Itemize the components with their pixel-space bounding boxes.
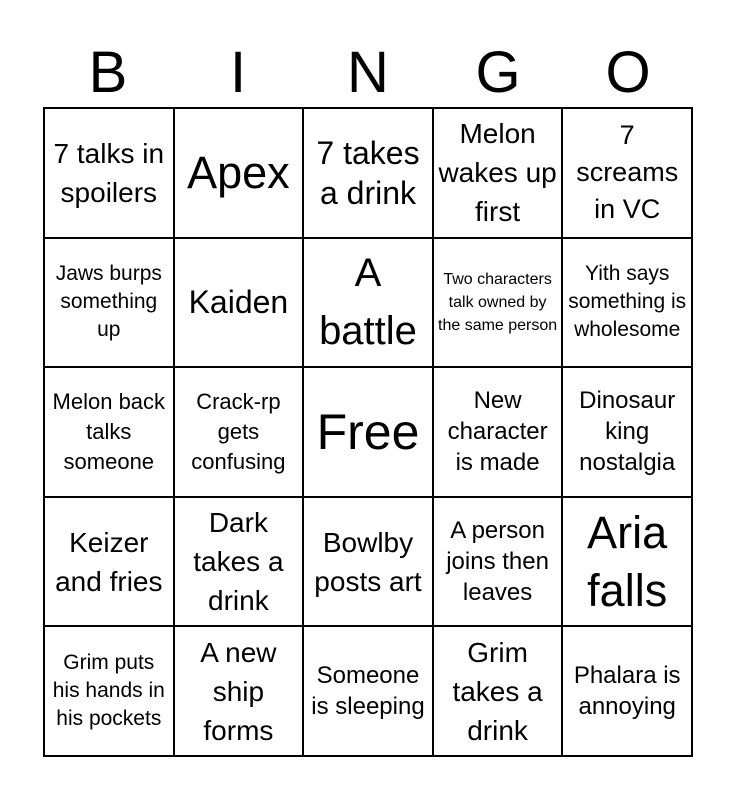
bingo-cell[interactable]: Grim puts his hands in his pockets — [44, 626, 174, 756]
bingo-cell[interactable]: Apex — [174, 108, 304, 238]
bingo-cell[interactable]: Someone is sleeping — [303, 626, 433, 756]
bingo-cell[interactable]: Jaws burps something up — [44, 238, 174, 368]
bingo-cell[interactable]: Keizer and fries — [44, 497, 174, 627]
bingo-cell[interactable]: A new ship forms — [174, 626, 304, 756]
header-letter-g: G — [475, 40, 521, 105]
bingo-cell[interactable]: Two characters talk owned by the same person — [433, 238, 563, 368]
bingo-cell[interactable]: Grim takes a drink — [433, 626, 563, 756]
bingo-cell[interactable]: A person joins then leaves — [433, 497, 563, 627]
bingo-cell[interactable]: 7 talks in spoilers — [44, 108, 174, 238]
bingo-free-cell[interactable]: Free — [303, 367, 433, 497]
header-letter-o: O — [605, 40, 651, 105]
bingo-cell[interactable]: Aria falls — [562, 497, 692, 627]
bingo-cell[interactable]: New character is made — [433, 367, 563, 497]
bingo-cell[interactable]: 7 takes a drink — [303, 108, 433, 238]
header-letter-b: B — [88, 40, 128, 105]
bingo-cell[interactable]: Phalara is annoying — [562, 626, 692, 756]
header-letter-i: I — [229, 40, 247, 105]
bingo-cell[interactable]: Crack-rp gets confusing — [174, 367, 304, 497]
bingo-cell[interactable]: Dinosaur king nostalgia — [562, 367, 692, 497]
bingo-cell[interactable]: Melon wakes up first — [433, 108, 563, 238]
bingo-header — [43, 38, 693, 108]
bingo-cell[interactable]: Kaiden — [174, 238, 304, 368]
bingo-cell[interactable]: Bowlby posts art — [303, 497, 433, 627]
bingo-cell[interactable]: Melon back talks someone — [44, 367, 174, 497]
bingo-cell[interactable]: Yith says something is wholesome — [562, 238, 692, 368]
bingo-card — [43, 107, 693, 757]
bingo-cell[interactable]: Dark takes a drink — [174, 497, 304, 627]
bingo-cell[interactable]: A battle — [303, 238, 433, 368]
bingo-cell[interactable]: 7 screams in VC — [562, 108, 692, 238]
header-letter-n: N — [347, 40, 389, 105]
